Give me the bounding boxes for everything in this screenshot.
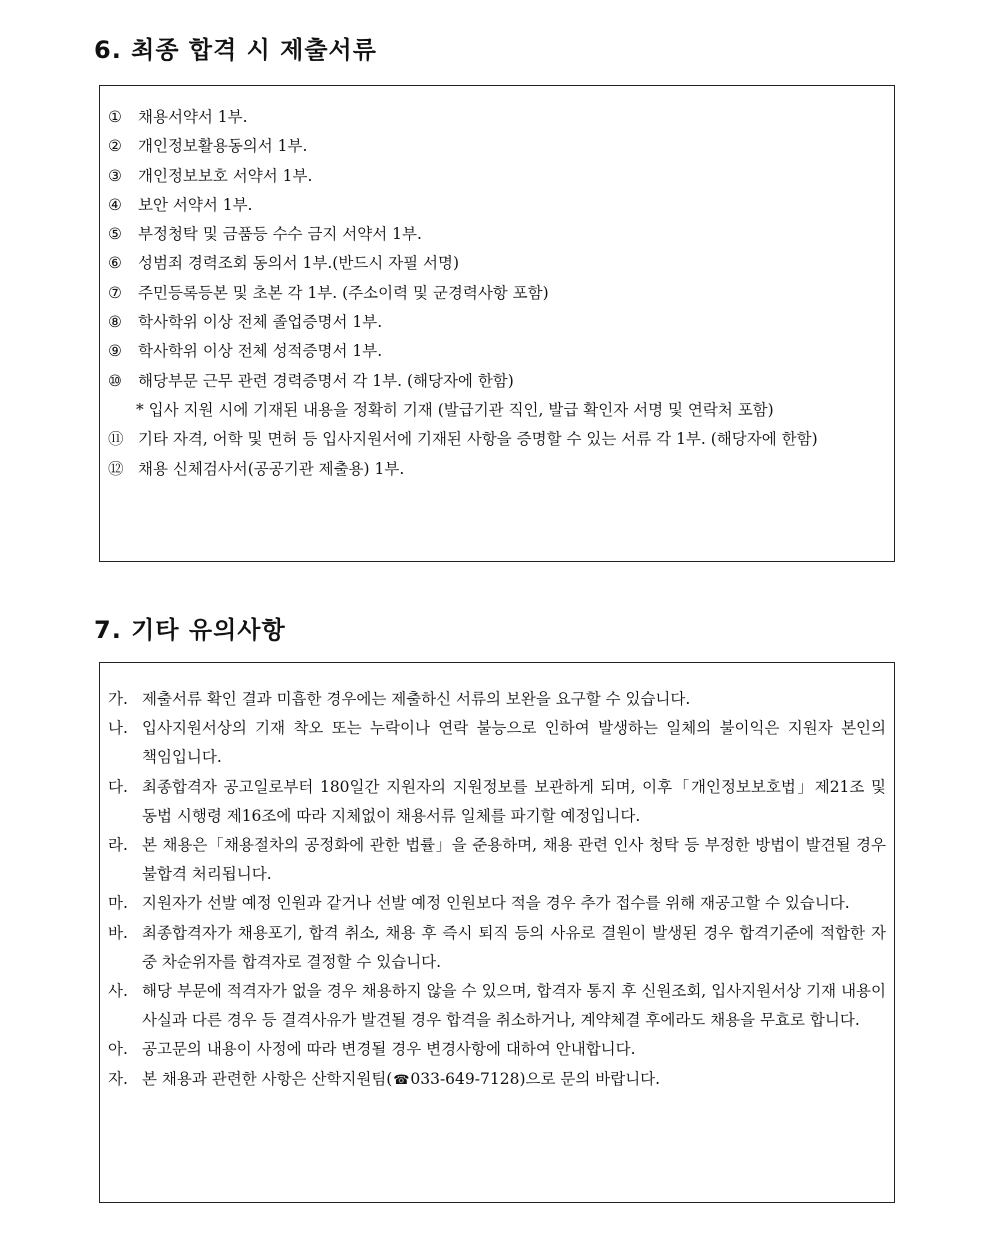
item-text: 부정청탁 및 금품등 수수 금지 서약서 1부. [138,225,422,244]
item-text: 해당 부문에 적격자가 없을 경우 채용하지 않을 수 있으며, 합격자 통지 후 신원조회, 입사지원서상 기재 내용이 사실과 다른 경우 등 결격사유가 발견될 경우 합격을 취소하거나, 계약체결 후에라도 채용을 무효로 합니다. [142,982,886,1030]
item-marker: ⑦ [108,283,122,302]
item-marker: 아. [108,1040,128,1059]
notice-item-da [108,773,886,831]
item-marker: ③ [108,166,122,185]
item-text: 본 채용은「채용절차의 공정화에 관한 법률」을 준용하며, 채용 관련 인사 청탁 등 부정한 방법이 발견될 경우 불합격 처리됩니다. [142,836,886,884]
item-marker: ⑨ [108,342,122,361]
document-item-9 [108,337,886,366]
notice-item-ba [108,919,886,977]
notices-box [99,662,895,1203]
item-text: 입사지원서상의 기재 착오 또는 누락이나 연락 불능으로 인하여 발생하는 일체의 불이익은 지원자 본인의 책임입니다. [142,719,886,767]
document-item-2 [108,132,886,161]
item-marker: ⑧ [108,313,122,332]
document-note: * 입사 지원 시에 기재된 내용을 정확히 기재 (발급기관 직인, 발급 확인자 서명 및 연락처 포함) [136,400,774,419]
item-text: 채용 신체검사서(공공기관 제출용) 1부. [138,459,405,478]
item-marker: ⑩ [108,371,122,390]
notice-item-na [108,714,886,772]
document-item-8 [108,308,886,337]
item-text: 개인정보활용동의서 1부. [138,137,308,156]
item-text: 학사학위 이상 전체 졸업증명서 1부. [138,313,383,332]
contact-phone-number: 033-649-7128 [410,1069,520,1088]
item-marker: 사. [108,982,128,1001]
item-marker: 라. [108,836,128,855]
item-text: 최종합격자 공고일로부터 180일간 지원자의 지원정보를 보관하게 되며, 이후「개인정보보호법」제21조 및 동법 시행령 제16조에 따라 지체없이 채용서류 일체를 파기할 예정입니다. [142,777,886,825]
item-text: 제출서류 확인 결과 미흡한 경우에는 제출하신 서류의 보완을 요구할 수 있습니다. [142,690,691,708]
required-documents-box [99,85,895,562]
document-item-1 [108,103,886,132]
notice-item-ma [108,889,886,918]
document-item-11 [108,425,886,454]
item-marker: 가. [108,690,128,708]
notices-list [108,685,886,1095]
item-marker: 자. [108,1069,128,1088]
item-marker: ⑫ [108,459,124,478]
item-marker: ② [108,137,122,156]
item-text: 공고문의 내용이 사정에 따라 변경될 경우 변경사항에 대하여 안내합니다. [142,1040,636,1059]
item-text: 지원자가 선발 예정 인원과 같거나 선발 예정 인원보다 적을 경우 추가 접수를 위해 재공고할 수 있습니다. [142,894,850,913]
item-marker: 마. [108,894,128,913]
document-item-3 [108,162,886,191]
phone-icon: ☎ [393,1072,410,1088]
item-text: 해당부문 근무 관련 경력증명서 각 1부. (해당자에 한함) [138,371,514,390]
item-marker: ④ [108,195,122,214]
item-text: 주민등록등본 및 초본 각 1부. (주소이력 및 군경력사항 포함) [138,283,549,302]
item-marker: 나. [108,719,128,738]
document-item-6 [108,249,886,278]
contact-text-before: 본 채용과 관련한 사항은 산학지원팀( [142,1069,393,1088]
document-item-7 [108,279,886,308]
item-text [142,1065,886,1095]
item-marker: ⑤ [108,225,122,244]
document-item-5 [108,220,886,249]
notice-item-sa [108,977,886,1035]
item-marker: ⑪ [108,430,124,449]
item-text: 채용서약서 1부. [138,108,248,126]
item-text: 기타 자격, 어학 및 면허 등 입사지원서에 기재된 사항을 증명할 수 있는 서류 각 1부. (해당자에 한함) [138,430,818,449]
section-6-title: 6. 최종 합격 시 제출서류 [94,36,377,64]
required-documents-list [108,103,886,484]
item-text: 최종합격자가 채용포기, 합격 취소, 채용 후 즉시 퇴직 등의 사유로 결원이 발생된 경우 합격기준에 적합한 자 중 차순위자를 합격자로 결정할 수 있습니다. [142,923,886,971]
item-marker: ⑥ [108,254,122,273]
item-text: 성범죄 경력조회 동의서 1부.(반드시 자필 서명) [138,254,460,273]
section-7-title: 7. 기타 유의사항 [94,616,286,644]
document-item-10 [108,367,886,396]
notice-item-ga [108,685,886,714]
item-text: 보안 서약서 1부. [138,195,253,214]
notice-item-ra [108,831,886,889]
notice-item-ja [108,1065,886,1095]
contact-text-after: )으로 문의 바랍니다. [519,1069,661,1088]
notice-item-a [108,1035,886,1064]
item-marker: ① [108,108,122,126]
item-marker: 바. [108,923,128,942]
item-text: 개인정보보호 서약서 1부. [138,166,313,185]
document-item-12 [108,455,886,484]
item-marker: 다. [108,777,128,796]
document-item-4 [108,191,886,220]
item-text: 학사학위 이상 전체 성적증명서 1부. [138,342,383,361]
